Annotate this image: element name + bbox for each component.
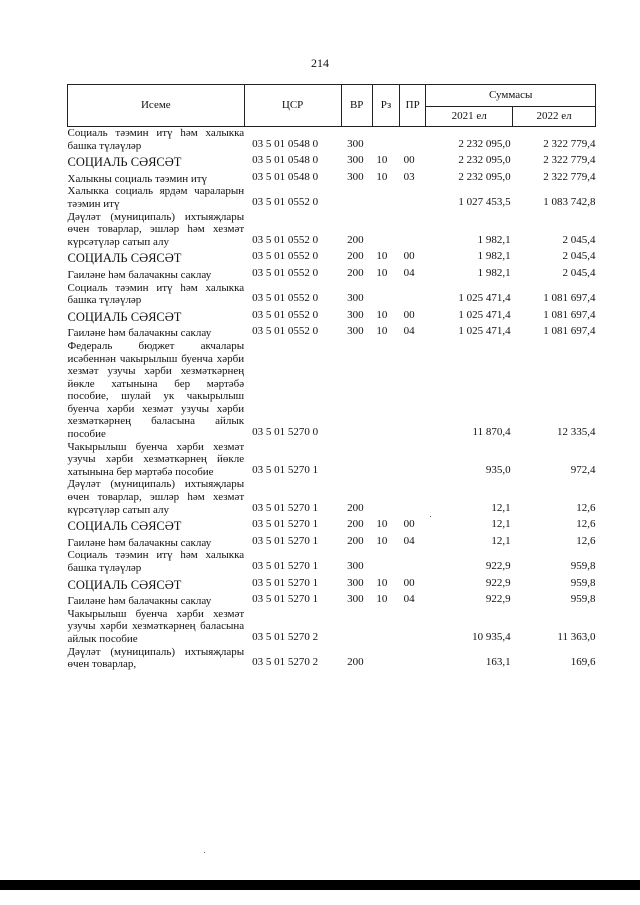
row-pr xyxy=(400,441,426,479)
row-vr: 200 xyxy=(347,534,364,547)
row-name: Чакырылыш буенча хәрби хезмәт узучы хәрби хезмәткәрнең баласына айлык пособие xyxy=(67,607,245,645)
page-number: 214 xyxy=(311,56,329,70)
row-rz xyxy=(372,646,399,671)
row-csr: 03 5 01 0552 0 xyxy=(252,325,319,338)
table-row xyxy=(68,575,596,592)
row-sum-2021: 2 232 095,0 xyxy=(458,154,511,167)
row-pr xyxy=(400,211,426,249)
row-sum-2021: 12,1 xyxy=(491,534,511,547)
row-csr: 03 5 01 0548 0 xyxy=(252,154,319,167)
row-sum-2022: 1 081 697,4 xyxy=(543,325,596,338)
row-rz xyxy=(372,185,399,210)
row-pr: 03 xyxy=(403,170,415,183)
row-sum-2021: 12,1 xyxy=(491,518,511,531)
row-sum-2022: 2 322 779,4 xyxy=(543,170,596,183)
table-row xyxy=(68,265,596,282)
row-name: СОЦИАЛЬ СӘЯСӘТ xyxy=(67,251,182,266)
table-row xyxy=(68,307,596,324)
row-pr xyxy=(400,127,426,153)
row-name: Гаиләне һәм балачакны саклау xyxy=(67,536,212,549)
header-2021: 2021 ел xyxy=(426,107,513,127)
row-sum-2021: 1 027 453,5 xyxy=(458,195,511,208)
row-rz xyxy=(372,478,399,516)
row-sum-2022: 1 081 697,4 xyxy=(543,308,596,321)
row-rz: 10 xyxy=(376,170,388,183)
row-csr: 03 5 01 5270 1 xyxy=(252,576,319,589)
row-pr: 04 xyxy=(403,593,415,606)
row-vr: 300 xyxy=(347,308,364,321)
row-sum-2022: 1 083 742,8 xyxy=(543,195,596,208)
row-name: СОЦИАЛЬ СӘЯСӘТ xyxy=(67,577,182,592)
row-vr: 300 xyxy=(347,154,364,167)
row-pr xyxy=(400,549,426,574)
row-sum-2021: 1 025 471,4 xyxy=(458,292,511,305)
table-row xyxy=(68,549,596,574)
row-name: Халыкны социаль тәэмин итү xyxy=(67,172,208,185)
row-rz xyxy=(372,340,399,441)
table-row xyxy=(68,516,596,533)
row-sum-2022: 2 045,4 xyxy=(562,233,596,246)
row-csr: 03 5 01 5270 1 xyxy=(252,463,319,476)
row-name: Социаль тәэмин итү һәм халыкка башка түләүләр xyxy=(67,127,245,152)
row-vr: 200 xyxy=(347,518,364,531)
row-sum-2022: 2 045,4 xyxy=(562,266,596,279)
row-rz xyxy=(372,127,399,153)
row-vr xyxy=(341,185,372,210)
row-sum-2022: 1 081 697,4 xyxy=(543,292,596,305)
row-pr: 00 xyxy=(403,576,415,589)
row-csr: 03 5 01 5270 0 xyxy=(252,426,319,439)
row-vr xyxy=(341,441,372,479)
row-vr xyxy=(341,340,372,441)
row-sum-2022: 11 363,0 xyxy=(557,630,596,643)
row-rz xyxy=(372,282,399,307)
row-sum-2022: 12 335,4 xyxy=(557,426,596,439)
row-rz: 10 xyxy=(376,325,388,338)
row-csr: 03 5 01 0552 0 xyxy=(252,308,319,321)
table-row xyxy=(68,340,596,441)
row-csr: 03 5 01 0548 0 xyxy=(252,170,319,183)
scan-speck xyxy=(204,852,205,853)
scan-edge-bar xyxy=(0,880,640,890)
row-csr: 03 5 01 5270 1 xyxy=(252,593,319,606)
row-pr: 00 xyxy=(403,518,415,531)
header-rz: Рз xyxy=(372,85,399,127)
row-sum-2021: 935,0 xyxy=(485,463,511,476)
row-rz xyxy=(372,211,399,249)
row-sum-2022: 2 322 779,4 xyxy=(543,154,596,167)
table-row xyxy=(68,152,596,169)
row-csr: 03 5 01 0552 0 xyxy=(252,195,319,208)
table-row xyxy=(68,248,596,265)
row-name: Гаиләне һәм балачакны саклау xyxy=(67,327,212,340)
row-sum-2021: 922,9 xyxy=(485,593,511,606)
table-row xyxy=(68,591,596,608)
row-vr: 200 xyxy=(347,250,364,263)
row-sum-2021: 2 232 095,0 xyxy=(458,137,511,150)
row-vr: 300 xyxy=(347,593,364,606)
row-vr: 300 xyxy=(347,560,364,572)
row-csr: 03 5 01 0548 0 xyxy=(252,137,319,150)
budget-table xyxy=(67,84,596,671)
row-sum-2021: 2 232 095,0 xyxy=(458,170,511,183)
header-2022: 2022 ел xyxy=(513,107,596,127)
row-csr: 03 5 01 5270 2 xyxy=(252,630,319,643)
row-rz xyxy=(372,608,399,646)
header-pr: ПР xyxy=(400,85,426,127)
row-csr: 03 5 01 0552 0 xyxy=(252,233,319,246)
row-name: Социаль тәэмин итү һәм халыкка башка түләүләр xyxy=(67,281,245,307)
table-row xyxy=(68,282,596,307)
row-pr xyxy=(400,282,426,307)
table-body xyxy=(68,127,596,671)
table-row xyxy=(68,211,596,249)
row-pr xyxy=(400,340,426,441)
table-row xyxy=(68,127,596,153)
row-name: Федераль бюджет акчалары исәбеннән чакырылыш буенча хәрби хезмәт узучы хәрби хезмәткәрнең йөкле хатынына бер мәртәбә пособие, шулай ук чакырылыш буенча хәрби хезмәт узучы хәрби хезмәткәрнең баласына айлык пособие xyxy=(67,339,245,441)
row-vr: 200 xyxy=(347,233,364,246)
row-vr: 200 xyxy=(347,656,364,669)
row-csr: 03 5 01 0552 0 xyxy=(252,292,319,305)
row-sum-2021: 1 982,1 xyxy=(477,233,511,246)
row-pr: 04 xyxy=(403,266,415,279)
table-row xyxy=(68,169,596,186)
row-pr xyxy=(400,646,426,671)
header-sums: Суммасы xyxy=(426,85,596,107)
row-sum-2022: 2 045,4 xyxy=(562,250,596,263)
table-row xyxy=(68,478,596,516)
scan-speck xyxy=(430,516,431,517)
row-sum-2021: 163,1 xyxy=(485,656,511,669)
row-vr: 300 xyxy=(347,576,364,589)
row-name: Чакырылыш буенча хәрби хезмәт узучы хәрби хезмәткәрнең йөкле хатынына бер мәртәбә пособие xyxy=(67,440,245,478)
row-pr: 00 xyxy=(403,154,415,167)
header-name: Исеме xyxy=(68,85,245,127)
row-csr: 03 5 01 5270 1 xyxy=(252,518,319,531)
row-rz: 10 xyxy=(376,266,388,279)
table-row xyxy=(68,533,596,550)
table-row xyxy=(68,185,596,210)
row-csr: 03 5 01 5270 1 xyxy=(252,501,319,514)
row-pr: 04 xyxy=(403,534,415,547)
row-sum-2022: 959,8 xyxy=(570,593,596,606)
row-vr: 300 xyxy=(347,292,364,305)
row-rz: 10 xyxy=(376,250,388,263)
row-name: Дәүләт (муниципаль) ихтыяҗлары өчен товарлар, эшләр һәм хезмәт күрсәтүләр сатып алу xyxy=(67,478,245,516)
row-sum-2022: 972,4 xyxy=(570,463,596,476)
row-sum-2021: 11 870,4 xyxy=(472,426,511,439)
row-vr: 300 xyxy=(347,137,364,150)
table-row xyxy=(68,608,596,646)
row-sum-2021: 922,9 xyxy=(485,560,511,572)
row-pr: 00 xyxy=(403,308,415,321)
row-name: Дәүләт (муниципаль) ихтыяҗлары өчен товарлар, xyxy=(67,645,245,671)
row-rz: 10 xyxy=(376,576,388,589)
row-sum-2022: 169,6 xyxy=(570,656,596,669)
row-name: СОЦИАЛЬ СӘЯСӘТ xyxy=(67,309,182,324)
row-sum-2022: 12,6 xyxy=(576,534,596,547)
row-pr xyxy=(400,608,426,646)
row-rz: 10 xyxy=(376,308,388,321)
row-sum-2022: 959,8 xyxy=(570,560,596,572)
row-pr xyxy=(400,185,426,210)
row-name: Гаиләне һәм балачакны саклау xyxy=(67,268,212,281)
row-sum-2021: 1 982,1 xyxy=(477,266,511,279)
row-pr: 00 xyxy=(403,250,415,263)
row-csr: 03 5 01 5270 1 xyxy=(252,560,319,572)
row-name: СОЦИАЛЬ СӘЯСӘТ xyxy=(67,519,182,534)
row-pr: 04 xyxy=(403,325,415,338)
row-sum-2021: 10 935,4 xyxy=(472,630,511,643)
row-sum-2022: 2 322 779,4 xyxy=(543,137,596,150)
row-name: СОЦИАЛЬ СӘЯСӘТ xyxy=(67,155,182,170)
row-vr: 300 xyxy=(347,325,364,338)
row-name: Халыкка социаль ярдәм чараларын тәэмин итү xyxy=(67,185,245,210)
row-csr: 03 5 01 5270 1 xyxy=(252,534,319,547)
row-rz: 10 xyxy=(376,154,388,167)
header-csr: ЦСР xyxy=(244,85,341,127)
row-rz: 10 xyxy=(376,534,388,547)
row-rz: 10 xyxy=(376,518,388,531)
row-name: Дәүләт (муниципаль) ихтыяҗлары өчен товарлар, эшләр һәм хезмәт күрсәтүләр сатып алу xyxy=(67,210,245,248)
row-name: Гаиләне һәм балачакны саклау xyxy=(67,595,212,608)
row-sum-2022: 12,6 xyxy=(576,501,596,514)
table-row xyxy=(68,323,596,340)
row-sum-2022: 12,6 xyxy=(576,518,596,531)
row-pr xyxy=(400,478,426,516)
table-row xyxy=(68,441,596,479)
row-vr xyxy=(341,608,372,646)
row-csr: 03 5 01 0552 0 xyxy=(252,266,319,279)
row-sum-2021: 1 025 471,4 xyxy=(458,308,511,321)
header-vr: ВР xyxy=(341,85,372,127)
row-sum-2021: 12,1 xyxy=(491,501,511,514)
row-name: Социаль тәэмин итү һәм халыкка башка түләүләр xyxy=(67,549,245,574)
row-vr: 300 xyxy=(347,170,364,183)
row-sum-2021: 1 982,1 xyxy=(477,250,511,263)
row-vr: 200 xyxy=(347,501,364,514)
row-sum-2021: 1 025 471,4 xyxy=(458,325,511,338)
table-row xyxy=(68,646,596,671)
row-vr: 200 xyxy=(347,266,364,279)
row-csr: 03 5 01 5270 2 xyxy=(252,656,319,669)
row-rz xyxy=(372,549,399,574)
row-sum-2021: 922,9 xyxy=(485,576,511,589)
row-csr: 03 5 01 0552 0 xyxy=(252,250,319,263)
row-rz: 10 xyxy=(376,593,388,606)
row-rz xyxy=(372,441,399,479)
row-sum-2022: 959,8 xyxy=(570,576,596,589)
